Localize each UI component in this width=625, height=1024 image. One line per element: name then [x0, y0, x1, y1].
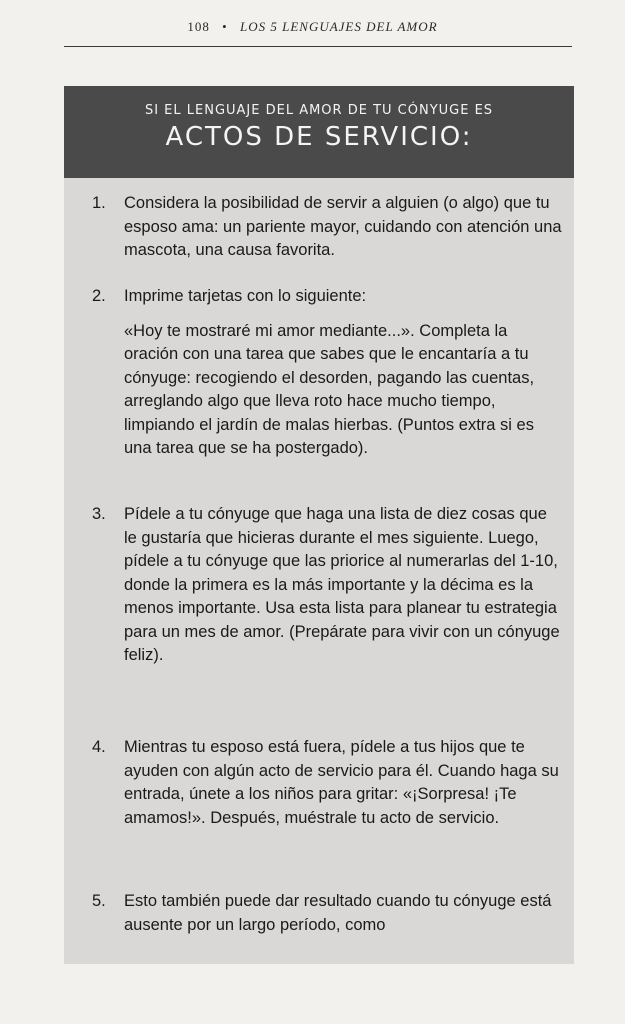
book-title: LOS 5 LENGUAJES DEL AMOR — [239, 19, 438, 34]
item-text — [124, 890, 564, 937]
item-paragraph: Pídele a tu cónyuge que haga una lista de diez cosas que le gustaría que hicieras durante el mes siguiente. Luego, pídele a tu cónyuge que las priorice al numerarlas del 1-10, donde la primera es la más importante y la décima es la menos importante. Usa esta lista para planear tu estrategia para un mes de amor. (Prepárate para vivir con un cónyuge feliz). — [124, 505, 560, 664]
item-number: 5. — [92, 892, 106, 910]
box-subtitle: SI EL LENGUAJE DEL AMOR DE TU CÓNYUGE ES — [144, 103, 494, 118]
item-number: 3. — [92, 505, 106, 523]
item-number: 2. — [92, 287, 106, 305]
item-text — [124, 192, 564, 263]
item-paragraph: Mientras tu esposo está fuera, pídele a tus hijos que te ayuden con algún acto de servicio para él. Cuando haga su entrada, únete a los niños para gritar: «¡Sorpresa! ¡Te amamos!». Después, muéstrale tu acto de servicio. — [124, 738, 559, 827]
item-number: 1. — [92, 194, 106, 212]
box-title: ACTOS DE SERVICIO: — [165, 122, 473, 152]
item-text — [124, 503, 564, 668]
item-number: 4. — [92, 738, 106, 756]
box-heading — [64, 86, 574, 178]
sidebar-box — [64, 86, 574, 964]
page-number: 108 — [187, 19, 210, 34]
item-paragraph: Esto también puede dar resultado cuando tu cónyuge está ausente por un largo período, como — [124, 892, 552, 934]
item-text — [124, 285, 564, 461]
item-paragraph: Considera la posibilidad de servir a alguien (o algo) que tu esposo ama: un pariente mayor, cuidando con atención una mascota, una causa favorita. — [124, 194, 562, 259]
item-paragraph: «Hoy te mostraré mi amor mediante...». Completa la oración con una tarea que sabes que le encantaría a tu cónyuge: recogiendo el desorden, pagando las cuentas, arreglando algo que lleva roto hace mucho tiempo, limpiando el jardín de malas hierbas. (Puntos extra si es una tarea que se ha postergado). — [124, 321, 535, 457]
item-text — [124, 736, 564, 830]
header-rule — [64, 46, 572, 47]
item-paragraph: Imprime tarjetas con lo siguiente: — [124, 287, 367, 305]
header-separator: • — [222, 19, 228, 34]
running-header — [0, 19, 625, 35]
